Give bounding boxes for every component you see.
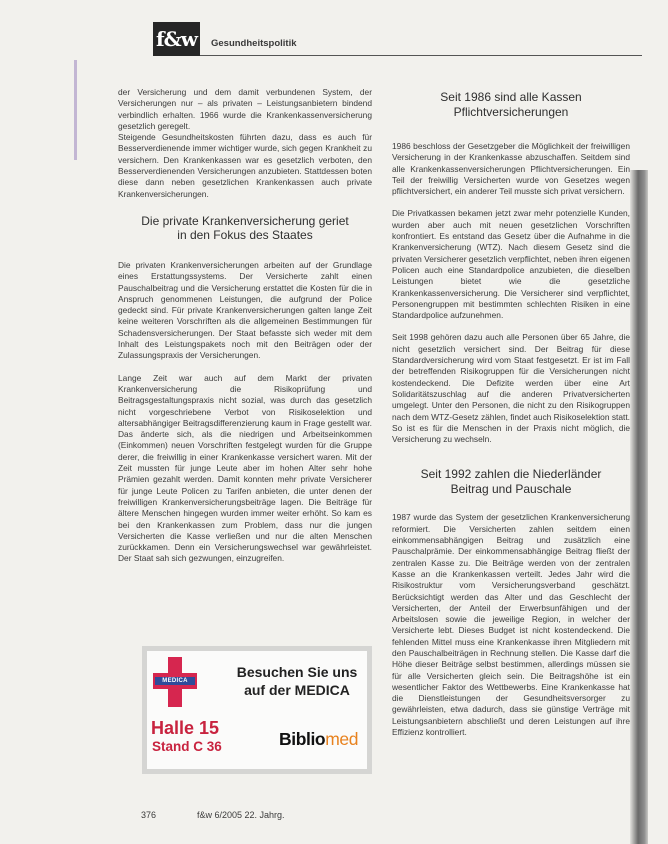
ad-stand: Stand C 36 <box>152 739 222 754</box>
body-paragraph: Steigende Gesundheitskosten führten dazu, dass es auch für Besserverdienende immer wichtiger wurde, sich gegen Krankheit zu versichern. Den Krankenkassen war es gesetzlich verboten, den Besserverdienenden Versicherungen anzubieten. Stattdessen boten diese dann neben gesetzlichen Krankenkassen auch private Krankenversicherungen. <box>118 132 372 199</box>
left-column <box>118 87 372 565</box>
section-label: Gesundheitspolitik <box>211 38 297 49</box>
section-heading-line: Beitrag und Pauschale <box>450 481 572 496</box>
scan-edge-shadow <box>630 170 648 844</box>
medica-cross-logo <box>153 657 197 707</box>
medica-advertisement <box>142 646 372 774</box>
section-heading <box>392 90 630 119</box>
ad-hall: Halle 15 <box>151 718 220 738</box>
section-heading-line: Pflichtversicherungen <box>453 104 569 119</box>
medica-logo-label: MEDICA <box>155 677 195 685</box>
body-paragraph: Lange Zeit war auch auf dem Markt der privaten Krankenversicherung die Risikoprüfung und Beitragsgestaltungspraxis nicht sozial, was durch das gesetzlich nicht vorgeschriebene Verbot von Risikoselektion und altersabhängiger Beitragsdifferenzierung kaum in Frage gestellt war. Das änderte sich, als die niedrigen und Arbeitseinkommen (Einkommen) neuen Vorschriften festgelegt wurden für die Gruppe derer, die freiwillig in einer Krankenkasse versichert waren. Mit der Zeit mussten für junge Leute aber im hohen Alter sehr hohe Prämien gezahlt werden. Damit konnten mehr private Versicherer für junge Leute Policen zu Tarifen anbieten, die unter denen der freiwilligen Krankenversicherungsbeiträge lagen. Die Beiträge für ältere Menschen hingegen wurden immer weiter erhöht. So kam es bei den Krankenkassen zum Problem, dass nur die jungen Versicherten die Kasse verließen und nur die alten Menschen zurückkamen. Denn ein Versicherungswechsel war gewährleistet. Der Staat sah sich gezwungen, einzugreifen. <box>118 372 372 564</box>
body-paragraph: 1986 beschloss der Gesetzgeber die Möglichkeit der freiwilligen Versicherung in der Krankenkasse abzuschaffen. Seitdem sind alle Krankenkassenversicherungen Pflichtversicherungen. Ein Teil der freiwillig Versicherten wurde von Gesetzes wegen pflichtversichert, ein anderer Teil musste sich privat versichern. <box>392 141 630 197</box>
bibliomed-logo <box>279 729 358 749</box>
section-heading <box>392 467 630 496</box>
bibliomed-logo-part1: Biblio <box>279 729 326 749</box>
body-paragraph: Die Privatkassen bekamen jetzt zwar mehr potenzielle Kunden, wurden aber auch mit neuen gesetzlichen Vorschriften konfrontiert. Es entstand das Gesetz über die Aufnahme in die Krankenversicherung (WTZ). Nach diesem Gesetz sind die privaten Versicherer gesetzlich verpflichtet, neben ihren eigenen Policen auch eine Standardpolice anzubieten, die dieselben Leistungen bietet wie die gesetzliche Krankenkassenversicherung. Die Versicherer sind verpflichtet, Personengruppen mit bestimmten schlechten Risiken in eine Standardpolice aufzunehmen. <box>392 208 630 321</box>
section-heading <box>118 214 372 243</box>
ad-headline-line: auf der MEDICA <box>244 682 350 698</box>
section-heading-line: Seit 1986 sind alle Kassen <box>440 90 582 104</box>
section-heading-line: in den Fokus des Staates <box>177 228 313 243</box>
bibliomed-logo-part2: med <box>325 729 359 749</box>
section-heading-line: Die private Krankenversicherung geriet <box>141 213 349 228</box>
body-paragraph: Seit 1998 gehören dazu auch alle Personen über 65 Jahre, die nicht gesetzlich versichert sind. Der Beitrag für diese Standardversicherung wird vom Staat festgesetzt. Er ist im Fall der betreffenden Risikogruppen für die Versicherungen nicht kostendeckend. Die Defizite werden über eine Art Solidaritätszuschlag auf die anderen Privatversicherten umgelegt. Unter den Personen, die nicht zu den Risikogruppen nach dem WTZ-Gesetz zählen, findet auch Risikoselektion statt. So ist es für die Menschen in der Praxis nicht möglich, die Versicherung zu wechseln. <box>392 332 630 445</box>
header-rule <box>200 55 642 56</box>
body-paragraph: Die privaten Krankenversicherungen arbeiten auf der Grundlage eines Erstattungssystems. Der Versicherte zahlt einen Pauschalbeitrag und die Versicherung erstattet die Kosten für die in Anspruch genommenen Leistungen, die aufgrund der Police gedeckt sind. Für private Krankenversicherungen galten lange Zeit keine weiteren Vorschriften als die allgemeinen Bestimmungen für Schadensversicherungen. Der Staat befasste sich weder mit dem Inhalt des Leistungspakets noch mit den Beiträgen oder der Zulassungspraxis der Versicherungen. <box>118 259 372 361</box>
section-heading-line: Seit 1992 zahlen die Niederländer <box>420 467 602 482</box>
scan-binding-mark <box>74 60 77 160</box>
right-column <box>392 90 630 738</box>
body-paragraph: der Versicherung und dem damit verbundenen System, der Versicherungen nur – als privaten – Leistungsanbietern bindend verbindlich erhalten. 1966 wurde die Krankenkassenversicherung gesetzlich geregelt. <box>118 87 372 131</box>
ad-headline-line: Besuchen Sie uns <box>236 664 358 680</box>
ad-headline <box>229 663 365 699</box>
page-number: 376 <box>141 810 157 820</box>
issue-info: f&w 6/2005 22. Jahrg. <box>197 810 285 820</box>
fw-logo: f&w <box>153 22 200 56</box>
body-paragraph: 1987 wurde das System der gesetzlichen Krankenversicherung reformiert. Die Versicherten zahlen seitdem einen einkommensabhängigen Beitrag und zusätzlich eine Pauschalprämie. Der einkommensabhängige Beitrag fließt der zentralen Kasse zu. Die Beiträge werden von der zentralen Kasse an die Krankenkassen verteilt. Jedes Jahr wird die Risikostruktur vom Versicherungsverband geschätzt. Berücksichtigt werden das Alter und das Geschlecht der Versicherten, der Anteil der Erwerbsunfähigen und der Arbeitslosen sowie die jeweilige Region, in welcher der Versicherte lebt. Dieses Budget ist nicht kostendeckend. Die fehlenden Mittel muss eine Krankenkasse ihren Mitgliedern mit den Pauschalbeiträgen in Rechnung stellen. Die Kasse darf die Höhe dieser Beiträge selbst bestimmen, allerdings müssen sie für alle Versicherten gleich sein. Die Beitragshöhe ist ein wesentlicher Faktor des Wettbewerbs. Eine Krankenkasse hat die Dienstleistungen der Gesundheitsversorger zu gewährleisten, etwa dadurch, dass sie günstige Verträge mit Leistungsanbietern abschließt und deren Leistungen auf ihre Effizienz kontrolliert. <box>392 512 630 738</box>
